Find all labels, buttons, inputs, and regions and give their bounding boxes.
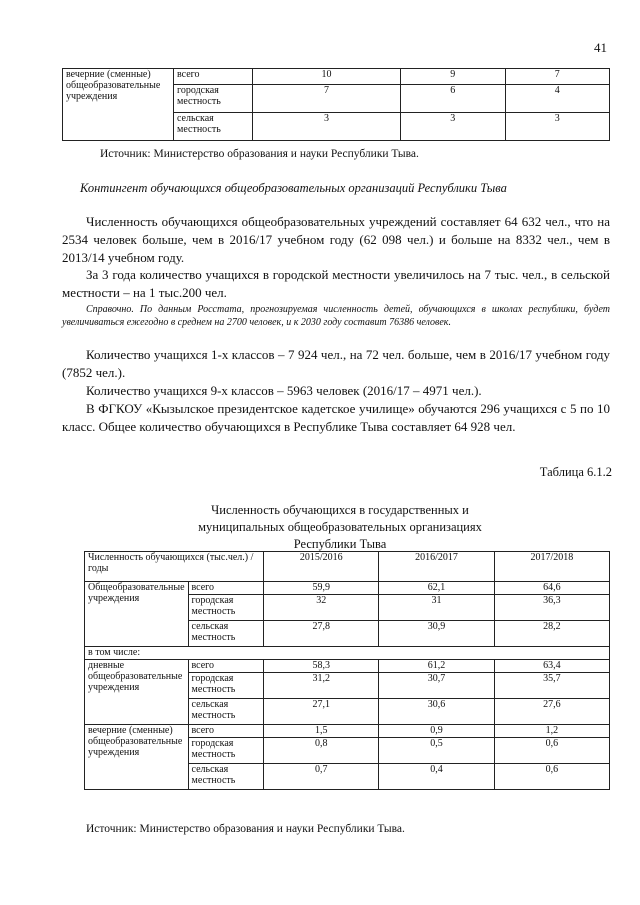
cell: 0,7 (264, 764, 379, 790)
cell: 0,5 (379, 738, 494, 764)
row-label: городская местность (188, 673, 264, 699)
row-label: всего (188, 725, 264, 738)
row-label: городская местность (188, 595, 264, 621)
year-header: 2015/2016 (264, 552, 379, 582)
subheading-incl: в том числе: (85, 647, 610, 660)
header-label: Численность обучающихся (тыс.чел.) /годы (85, 552, 264, 582)
cell: 32 (264, 595, 379, 621)
row-label: сельская местность (188, 764, 264, 790)
cell: 0,6 (494, 764, 609, 790)
top-table (62, 68, 610, 141)
table-title-line: Численность обучающихся в государственных и (211, 503, 469, 517)
cell: 61,2 (379, 660, 494, 673)
cell: 36,3 (494, 595, 609, 621)
group-label: дневные общеобразовательные учреждения (85, 660, 189, 725)
row-label: всего (188, 660, 264, 673)
table-title-line: муниципальных общеобразовательных организациях (198, 520, 482, 534)
year-header: 2017/2018 (494, 552, 609, 582)
cell: 30,7 (379, 673, 494, 699)
cell: 30,9 (379, 621, 494, 647)
paragraph: Количество учащихся 9-х классов – 5963 человек (2016/17 – 4971 чел.). (86, 383, 482, 398)
cell: 0,6 (494, 738, 609, 764)
cell: 7 (253, 85, 401, 113)
cell: 64,6 (494, 582, 609, 595)
row-label: всего (188, 582, 264, 595)
cell: 3 (401, 113, 505, 141)
cell: 0,4 (379, 764, 494, 790)
cell: 0,9 (379, 725, 494, 738)
cell: 58,3 (264, 660, 379, 673)
section-heading: Контингент обучающихся общеобразовательных организаций Республики Тыва (80, 181, 507, 195)
cell: 0,8 (264, 738, 379, 764)
row-label: городская местность (174, 85, 253, 113)
cell: 31,2 (264, 673, 379, 699)
row-label: городская местность (188, 738, 264, 764)
cell: 35,7 (494, 673, 609, 699)
paragraph: Количество учащихся 1-х классов – 7 924 чел., на 72 чел. больше, чем в 2016/17 учебном году (7852 чел.). (62, 347, 610, 380)
source-note: Источник: Министерство образования и науки Республики Тыва. (86, 823, 405, 835)
row-label: сельская местность (174, 113, 253, 141)
group-label: Общеобразовательные учреждения (85, 582, 189, 647)
group-label: вечерние (сменные) общеобразовательные учреждения (85, 725, 189, 790)
page-number: 41 (594, 40, 607, 55)
cell: 59,9 (264, 582, 379, 595)
main-table (84, 551, 610, 790)
paragraph: Численность обучающихся общеобразовательных учреждений составляет 64 632 чел., что на 2534 человек больше, чем в 2016/17 учебном году (62 098 чел.) и больше на 8332 чел., чем в 2013/14 учебном году. (62, 214, 610, 265)
cell: 3 (253, 113, 401, 141)
row-label: всего (174, 69, 253, 85)
cell: 4 (505, 85, 610, 113)
row-label: сельская местность (188, 699, 264, 725)
top-group-label: вечерние (сменные) общеобразовательные учреждения (63, 69, 174, 141)
cell: 6 (401, 85, 505, 113)
cell: 27,6 (494, 699, 609, 725)
cell: 27,1 (264, 699, 379, 725)
cell: 27,8 (264, 621, 379, 647)
paragraph: В ФГКОУ «Кызылское президентское кадетское училище» обучаются 296 учащихся с 5 по 10 класс. Общее количество обучающихся в Республике Тыва составляет 64 928 чел. (62, 401, 610, 434)
cell: 3 (505, 113, 610, 141)
cell: 9 (401, 69, 505, 85)
table-title-line: Республики Тыва (293, 537, 387, 551)
cell: 63,4 (494, 660, 609, 673)
cell: 10 (253, 69, 401, 85)
reference-note: Справочно. По данным Росстата, прогнозируемая численность детей, обучающихся в школах республики, будет увеличиваться ежегодно в среднем на 2700 человек, и к 2030 году составит 76386 человек. (62, 304, 610, 328)
table-caption: Таблица 6.1.2 (539, 465, 612, 479)
cell: 28,2 (494, 621, 609, 647)
source-note: Источник: Министерство образования и науки Республики Тыва. (100, 148, 419, 160)
row-label: сельская местность (188, 621, 264, 647)
paragraph: За 3 года количество учащихся в городской местности увеличилось на 7 тыс. чел., в сельской местности – на 1 тыс.200 чел. (62, 267, 610, 300)
cell: 1,5 (264, 725, 379, 738)
year-header: 2016/2017 (379, 552, 494, 582)
cell: 31 (379, 595, 494, 621)
cell: 1,2 (494, 725, 609, 738)
cell: 7 (505, 69, 610, 85)
cell: 62,1 (379, 582, 494, 595)
cell: 30,6 (379, 699, 494, 725)
